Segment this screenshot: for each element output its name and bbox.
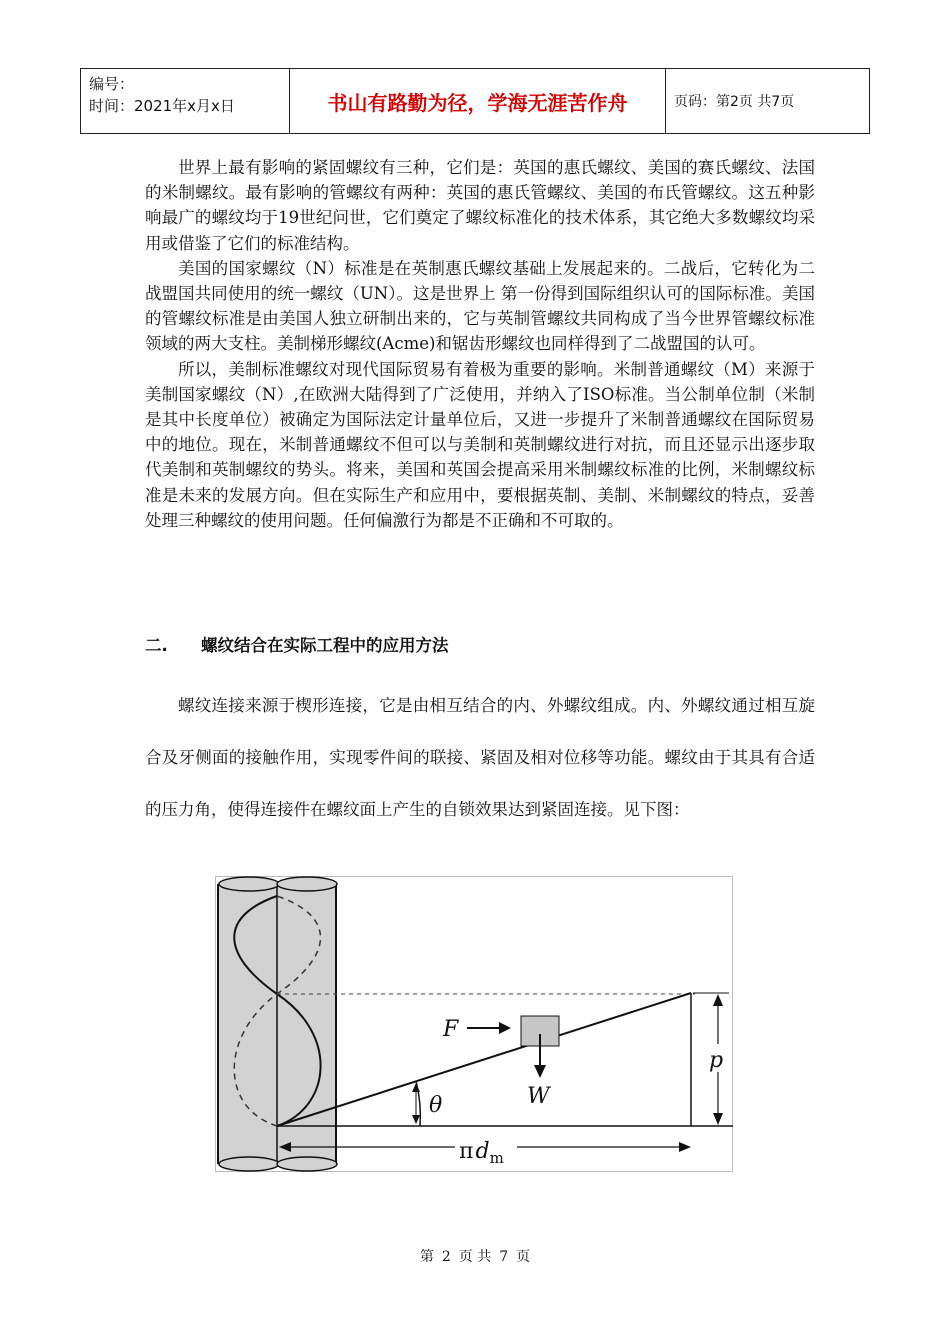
body-section-1 bbox=[145, 155, 815, 533]
cylinder-top-left bbox=[219, 877, 279, 891]
cylinder-bottom-left bbox=[219, 1157, 279, 1171]
footer-page-num: 2 bbox=[441, 1249, 451, 1265]
header-page-info: 页码：第2页 共7页 bbox=[666, 69, 870, 134]
page-footer bbox=[0, 1246, 950, 1266]
footer-mid: 页 共 bbox=[458, 1249, 492, 1265]
header-table bbox=[80, 68, 870, 134]
paragraph: 所以，美制标准螺纹对现代国际贸易有着极为重要的影响。米制普通螺纹（M）来源于美制国家螺纹（N）,在欧洲大陆得到了广泛使用，并纳入了ISO标准。当公制单位制（米制是其中长度单位）被确定为国际法定计量单位后，又进一步提升了米制普通螺纹在国际贸易中的地位。现在，米制普通螺纹不但可以与美制和英制螺纹进行对抗，而且还显示出逐步取代美制和英制螺纹的势头。将来，美国和英国会提高采用米制螺纹标准的比例，米制螺纹标准是未来的发展方向。但在实际生产和应用中，要根据英制、美制、米制螺纹的特点，妥善处理三种螺纹的使用问题。任何偏激行为都是不正确和不可取的。 bbox=[145, 359, 815, 530]
number-label: 编号： bbox=[89, 75, 135, 93]
footer-prefix: 第 bbox=[419, 1249, 434, 1265]
header-meta bbox=[81, 69, 290, 134]
paragraph: 美国的国家螺纹（N）标准是在英制惠氏螺纹基础上发展起来的。二战后，它转化为二战盟国共同使用的统一螺纹（UN）。这是世界上 第一份得到国际组织认可的国际标准。美国的管螺纹标准是由美国人独立研制出来的，它与英制管螺纹共同构成了当今世界管螺纹标准领域的两大支柱。美制梯形螺纹(Acme)和锯齿形螺纹也同样得到了二战盟国的认可。 bbox=[145, 258, 815, 354]
header-motto: 书山有路勤为径，学海无涯苦作舟 bbox=[290, 69, 666, 134]
footer-suffix: 页 bbox=[516, 1249, 531, 1265]
label-d: d bbox=[475, 1139, 490, 1164]
paragraph: 螺纹连接来源于楔形连接，它是由相互结合的内、外螺纹组成。内、外螺纹通过相互旋合及牙侧面的接触作用，实现零件间的联接、紧固及相对位移等功能。螺纹由于其具有合适的压力角，使得连接件在螺纹面上产生的自锁效果达到紧固连接。见下图： bbox=[145, 696, 815, 819]
cylinder-bottom-right bbox=[277, 1157, 337, 1171]
thread-diagram bbox=[215, 876, 735, 1176]
label-W: W bbox=[527, 1084, 550, 1109]
label-p: p bbox=[709, 1048, 724, 1073]
label-m: m bbox=[489, 1149, 504, 1167]
label-pi: π bbox=[459, 1139, 474, 1164]
thread-wedge-figure bbox=[215, 876, 735, 1180]
section-heading bbox=[145, 632, 449, 656]
footer-total: 7 bbox=[499, 1249, 509, 1265]
paragraph: 世界上最有影响的紧固螺纹有三种，它们是：英国的惠氏螺纹、美国的赛氏螺纹、法国的米制螺纹。最有影响的管螺纹有两种：英国的惠氏管螺纹、美国的布氏管螺纹。这五种影响最广的螺纹均于19世纪问世，它们奠定了螺纹标准化的技术体系，其它绝大多数螺纹均采用或借鉴了它们的标准结构。 bbox=[145, 158, 815, 253]
time-label: 时间：2021年x月x日 bbox=[89, 97, 235, 115]
section-number: 二. bbox=[145, 636, 168, 655]
label-theta: θ bbox=[429, 1093, 443, 1118]
body-section-2 bbox=[145, 680, 815, 836]
label-F: F bbox=[443, 1017, 459, 1042]
cylinder-top-right bbox=[277, 877, 337, 891]
section-title: 螺纹结合在实际工程中的应用方法 bbox=[201, 636, 449, 655]
